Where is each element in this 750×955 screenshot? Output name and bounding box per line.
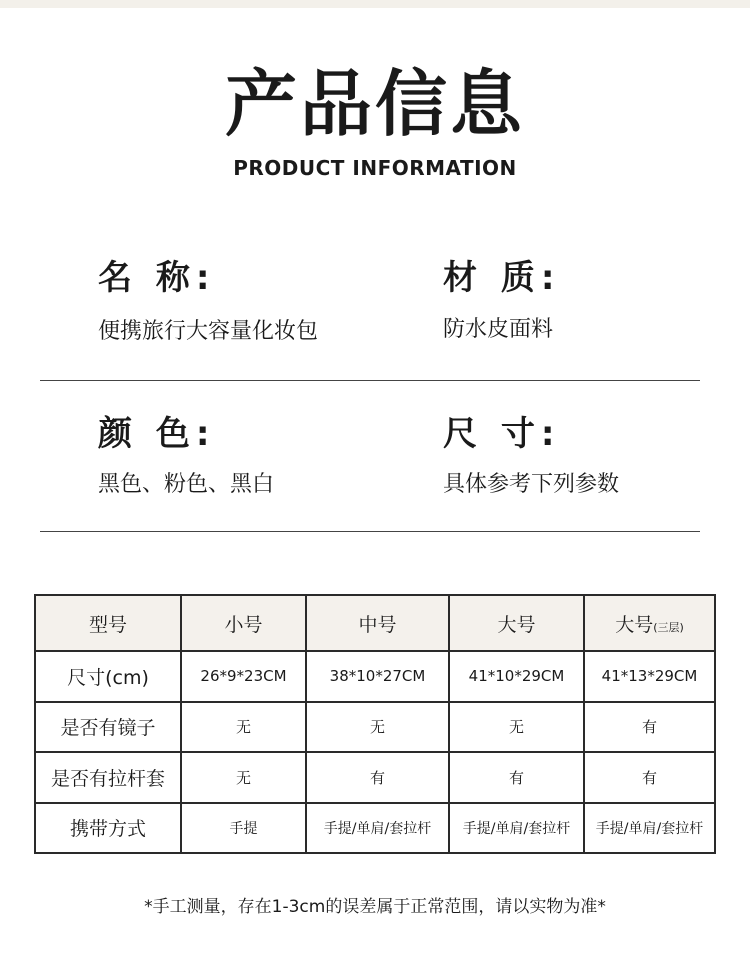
header-cell-model: 型号 <box>35 595 181 651</box>
table-row <box>35 752 715 803</box>
table-cell: 38*10*27CM <box>306 651 449 702</box>
table-cell: 手提 <box>181 803 306 854</box>
row-label-mirror: 是否有镜子 <box>35 702 181 753</box>
top-band <box>0 0 750 8</box>
table-cell: 手提/单肩/套拉杆 <box>584 803 715 854</box>
divider-top <box>40 380 700 381</box>
table-cell: 无 <box>449 702 584 753</box>
color-value: 黑色、粉色、黑白 <box>98 472 275 497</box>
row-label-carry-method: 携带方式 <box>35 803 181 854</box>
table-cell: 有 <box>584 752 715 803</box>
table-cell: 无 <box>181 702 306 753</box>
page-subtitle: PRODUCT INFORMATION <box>233 156 517 180</box>
material-value: 防水皮面料 <box>443 317 554 342</box>
table-cell: 有 <box>584 702 715 753</box>
size-label: 尺 寸: <box>443 414 561 454</box>
table-cell: 41*10*29CM <box>449 651 584 702</box>
table-cell: 26*9*23CM <box>181 651 306 702</box>
header-large-3layer-suffix: (三层) <box>653 620 684 634</box>
table-cell: 无 <box>306 702 449 753</box>
size-value: 具体参考下列参数 <box>443 472 620 497</box>
row-label-trolley-sleeve: 是否有拉杆套 <box>35 752 181 803</box>
header-cell-large: 大号 <box>449 595 584 651</box>
table-cell: 手提/单肩/套拉杆 <box>306 803 449 854</box>
spec-table <box>34 594 716 854</box>
table-cell: 有 <box>306 752 449 803</box>
name-value: 便携旅行大容量化妆包 <box>98 319 319 344</box>
header-cell-small: 小号 <box>181 595 306 651</box>
color-label: 颜 色: <box>98 414 216 454</box>
header-cell-medium: 中号 <box>306 595 449 651</box>
row-label-size: 尺寸(cm) <box>35 651 181 702</box>
name-label: 名 称: <box>98 258 216 298</box>
table-row <box>35 702 715 753</box>
header-large-3layer-label: 大号 <box>615 613 654 636</box>
table-row <box>35 651 715 702</box>
measurement-note: *手工测量，存在1-3cm的误差属于正常范围，请以实物为准* <box>144 897 606 917</box>
table-cell: 有 <box>449 752 584 803</box>
material-label: 材 质: <box>443 258 561 298</box>
header-cell-large-3layer <box>584 595 715 651</box>
table-cell: 手提/单肩/套拉杆 <box>449 803 584 854</box>
divider-bottom <box>40 531 700 532</box>
page-title: 产品信息 <box>224 62 525 146</box>
table-header-row <box>35 595 715 651</box>
table-cell: 无 <box>181 752 306 803</box>
table-row <box>35 803 715 854</box>
table-cell: 41*13*29CM <box>584 651 715 702</box>
